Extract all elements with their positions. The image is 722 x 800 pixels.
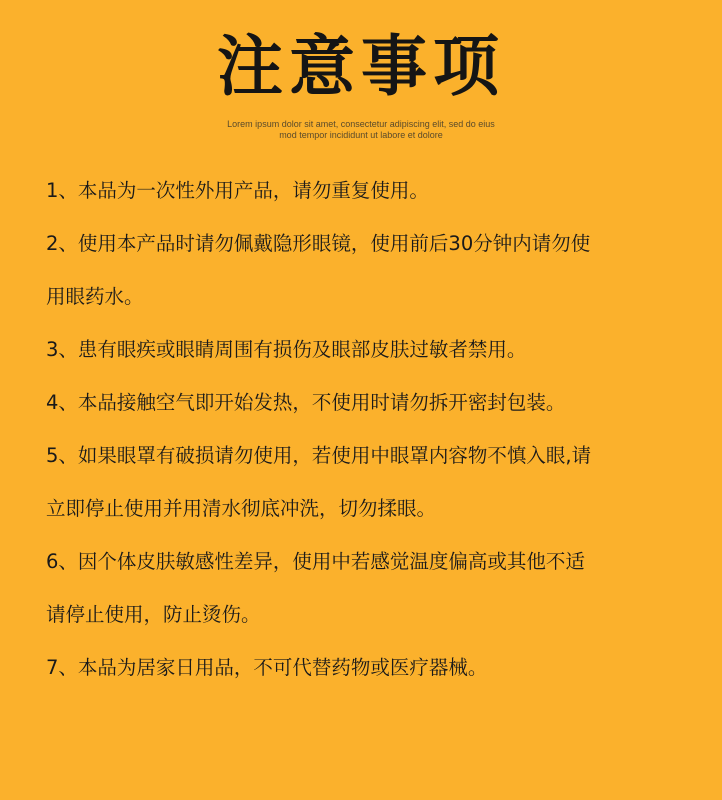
subtitle-line-1: Lorem ipsum dolor sit amet, consectetur adipiscing elit, sed do eius — [227, 119, 495, 129]
notice-item-7 — [46, 650, 686, 686]
page-title: 注意事项 — [217, 28, 505, 105]
notice-item-6 — [46, 544, 686, 633]
notice-item-4-line-1: 4、本品接触空气即开始发热，不使用时请勿拆开密封包装。 — [46, 391, 566, 414]
notice-item-3 — [46, 332, 686, 368]
notice-item-5-line-1: 5、如果眼罩有破损请勿使用，若使用中眼罩内容物不慎入眼,请 — [46, 444, 592, 467]
notice-item-7-line-1: 7、本品为居家日用品，不可代替药物或医疗器械。 — [46, 656, 488, 679]
notice-item-2 — [46, 226, 686, 315]
notice-item-5-line-2: 立即停止使用并用清水彻底冲洗，切勿揉眼。 — [46, 497, 437, 520]
notice-item-2-line-1: 2、使用本产品时请勿佩戴隐形眼镜，使用前后30分钟内请勿使 — [46, 232, 591, 255]
subtitle-line-2: mod tempor incididunt ut labore et dolore — [279, 130, 443, 140]
notice-item-6-line-1: 6、因个体皮肤敏感性差异，使用中若感觉温度偏高或其他不适 — [46, 550, 585, 573]
notice-item-2-line-2: 用眼药水。 — [46, 285, 144, 308]
notice-item-3-line-1: 3、患有眼疾或眼睛周围有损伤及眼部皮肤过敏者禁用。 — [46, 338, 527, 361]
notice-item-4 — [46, 385, 686, 421]
notice-list — [46, 173, 686, 703]
subtitle-text — [0, 119, 722, 141]
notice-item-6-line-2: 请停止使用，防止烫伤。 — [46, 603, 261, 626]
notice-item-5 — [46, 438, 686, 527]
notice-item-1 — [46, 173, 686, 209]
notice-item-1-line-1: 1、本品为一次性外用产品，请勿重复使用。 — [46, 179, 429, 202]
